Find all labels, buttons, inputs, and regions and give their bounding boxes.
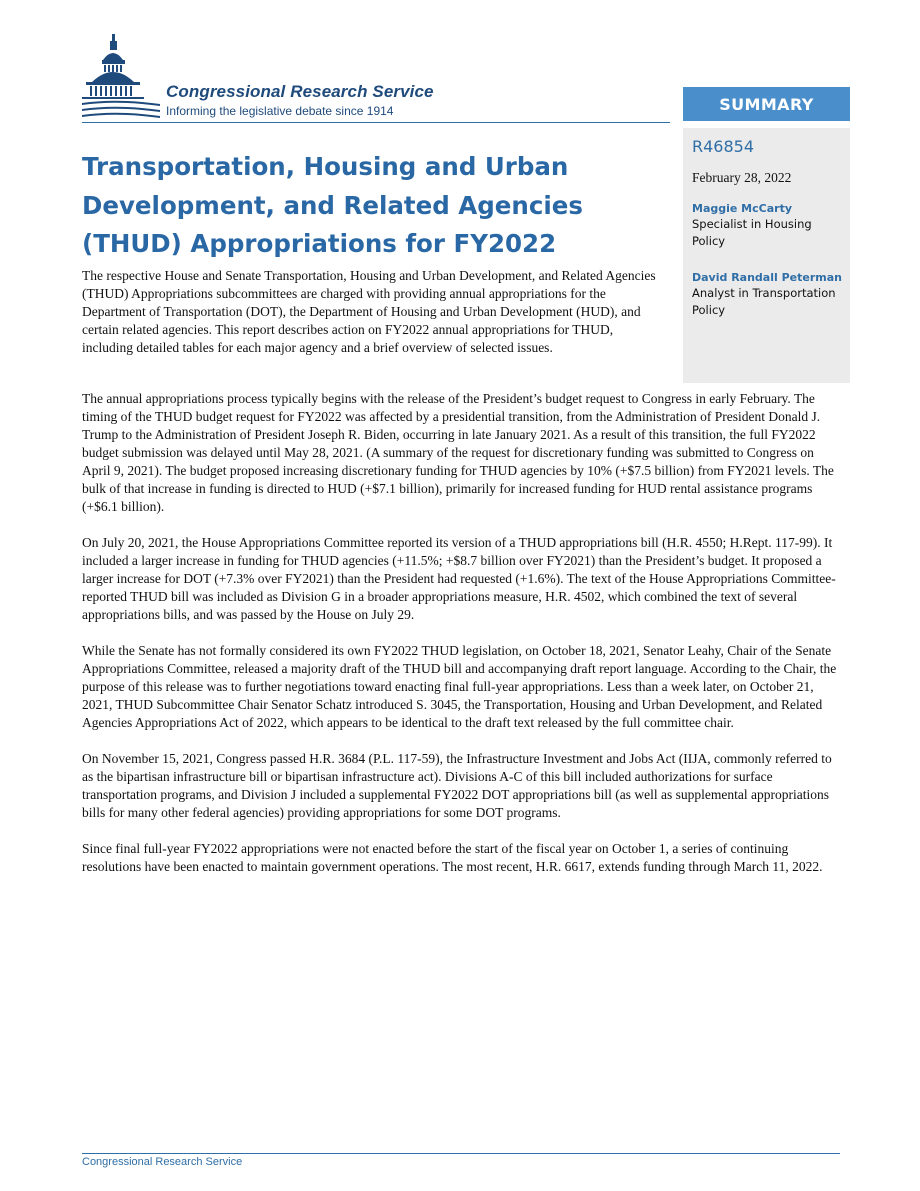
report-number: R46854 <box>692 137 755 156</box>
header-rule <box>82 122 670 123</box>
crs-logo <box>82 34 482 124</box>
body-paragraph: The annual appropriations process typically begins with the release of the President’s budget request to Congress in early February. The timing of the THUD budget request for FY2022 was affected by a presidential transition, from the Administration of President Donald J. Trump to the Administration of President Joseph R. Biden, occurring in late January 2021. As a result of this transition, the full FY2022 budget submission was delayed until May 28, 2021. (A summary of the request for discretionary funding was submitted to Congress on April 9, 2021). The budget proposed increasing discretionary funding for THUD agencies by 10% (+$7.5 billion) from FY2021 levels. The bulk of that increase in funding is directed to HUD (+$7.1 billion), primarily for increased funding for HUD rental assistance programs (+$6.1 billion). <box>82 391 834 514</box>
org-name: Congressional Research Service <box>166 82 434 101</box>
body-paragraph: On July 20, 2021, the House Appropriations Committee reported its version of a THUD appropriations bill (H.R. 4550; H.Rept. 117-99). It included a larger increase in funding for THUD agencies (+11.5%; +$8.7 billion over FY2021) than the President’s budget. It proposed a larger increase for DOT (+7.3% over FY2021) than the President had requested (+1.6%). The text of the House Appropriations Committee-reported THUD bill was included as Division G in a broader appropriations measure, H.R. 4502, which combined the text of several appropriations bills, and was passed by the House on July 29. <box>82 535 836 622</box>
sidebar-gap <box>683 121 850 128</box>
body-paragraph: While the Senate has not formally considered its own FY2022 THUD legislation, on October 18, 2021, Senator Leahy, Chair of the Senate Appropriations Committee, released a majority draft of the THUD bill and accompanying draft report language. According to the Chair, the purpose of this release was to further negotiations toward enacting final full-year appropriations. Less than a week later, on October 21, 2021, THUD Subcommittee Chair Senator Schatz introduced S. 3045, the Transportation, Housing and Urban Development, and Related Agencies Appropriations Act of 2022, which appears to be identical to the draft text released by the full committee chair. <box>82 643 837 730</box>
author-block <box>692 201 850 250</box>
capitol-dome-icon <box>82 34 162 122</box>
report-date: February 28, 2022 <box>692 170 792 185</box>
report-title: Transportation, Housing and Urban Development, and Related Agencies (THUD) Appropriations for FY2022 <box>82 152 583 258</box>
author-name: David Randall Peterman <box>692 271 842 284</box>
body-paragraph: On November 15, 2021, Congress passed H.R. 3684 (P.L. 117-59), the Infrastructure Investment and Jobs Act (IIJA, commonly referred to as the bipartisan infrastructure bill or bipartisan infrastructure act). Divisions A-C of this bill included authorizations for surface transportation programs, and Division J included a supplemental FY2022 DOT appropriations bill (as well as supplemental appropriations bills for many other federal agencies) providing appropriations for some DOT programs. <box>82 751 832 820</box>
author-block <box>692 270 850 319</box>
body-paragraph: Since final full-year FY2022 appropriations were not enacted before the start of the fiscal year on October 1, a series of continuing resolutions have been enacted to maintain government operations. The most recent, H.R. 6617, extends funding through March 11, 2022. <box>82 841 823 874</box>
summary-heading: SUMMARY <box>683 87 850 121</box>
summary-body <box>82 390 842 894</box>
summary-sidebar <box>683 87 850 383</box>
author-title: Analyst in Transportation Policy <box>692 286 836 317</box>
summary-intro: The respective House and Senate Transportation, Housing and Urban Development, and Related Agencies (THUD) Appropriations subcommittees are charged with providing annual appropriations for the Department of Transportation (DOT), the Department of Housing and Urban Development (HUD), and certain related agencies. This report describes action on FY2022 annual appropriations for THUD, including detailed tables for each major agency and a brief overview of selected issues. <box>82 268 656 355</box>
footer-text: Congressional Research Service <box>82 1156 243 1168</box>
author-name: Maggie McCarty <box>692 202 792 215</box>
org-tagline: Informing the legislative debate since 1914 <box>166 104 394 118</box>
footer-rule <box>82 1153 840 1154</box>
author-title: Specialist in Housing Policy <box>692 217 812 248</box>
